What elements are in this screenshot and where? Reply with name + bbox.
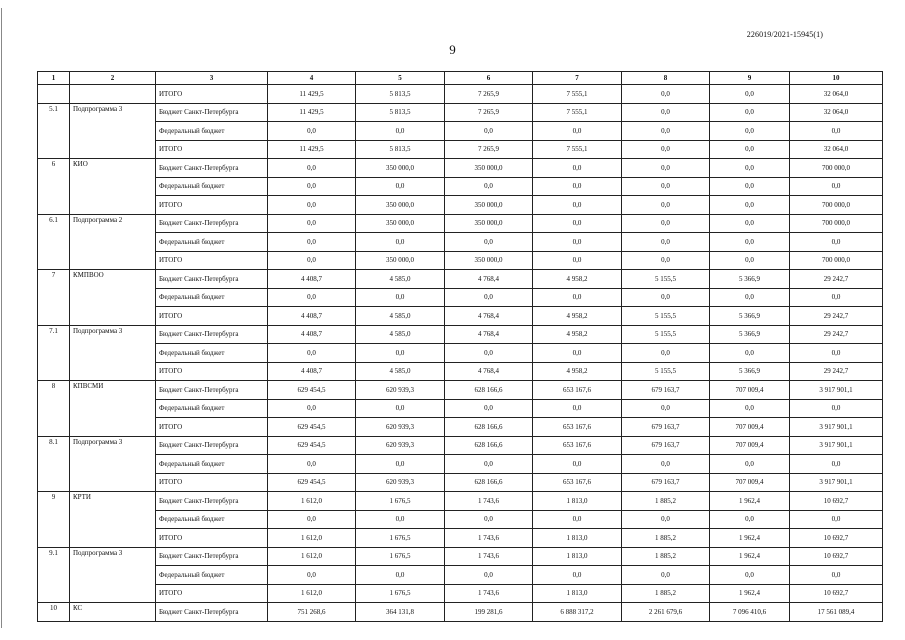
year-value-cell: 1 743,6: [445, 529, 533, 548]
year-value-cell: 0,0: [622, 510, 710, 529]
year-value-cell: 0,0: [710, 399, 790, 418]
funding-source-cell: ИТОГО: [156, 584, 268, 603]
total-value-cell: 3 917 901,1: [790, 436, 883, 455]
table-row: [38, 584, 883, 603]
year-value-cell: 4 585,0: [356, 307, 445, 326]
year-value-cell: 707 009,4: [710, 381, 790, 400]
table-row: [38, 270, 883, 289]
program-name-cell: Подпрограмма 2: [70, 214, 156, 270]
year-value-cell: 707 009,4: [710, 436, 790, 455]
year-value-cell: 0,0: [268, 122, 356, 141]
year-value-cell: 707 009,4: [710, 473, 790, 492]
program-name-cell: [70, 85, 156, 104]
year-value-cell: 4 958,2: [533, 362, 622, 381]
program-name-cell: Подпрограмма 3: [70, 547, 156, 603]
year-value-cell: 0,0: [622, 85, 710, 104]
year-value-cell: 4 585,0: [356, 325, 445, 344]
year-value-cell: 0,0: [710, 288, 790, 307]
year-value-cell: 0,0: [710, 196, 790, 215]
column-header: 8: [622, 72, 710, 85]
funding-source-cell: ИТОГО: [156, 251, 268, 270]
year-value-cell: 0,0: [710, 177, 790, 196]
year-value-cell: 1 612,0: [268, 492, 356, 511]
year-value-cell: 679 163,7: [622, 436, 710, 455]
funding-source-cell: ИТОГО: [156, 85, 268, 104]
total-value-cell: 0,0: [790, 344, 883, 363]
year-value-cell: 1 885,2: [622, 584, 710, 603]
year-value-cell: 0,0: [356, 233, 445, 252]
year-value-cell: 5 813,5: [356, 85, 445, 104]
column-header: 5: [356, 72, 445, 85]
total-value-cell: 3 917 901,1: [790, 381, 883, 400]
year-value-cell: 0,0: [268, 344, 356, 363]
year-value-cell: 0,0: [622, 177, 710, 196]
year-value-cell: 620 939,3: [356, 473, 445, 492]
row-number-cell: 9.1: [38, 547, 70, 603]
year-value-cell: 0,0: [622, 455, 710, 474]
year-value-cell: 7 265,9: [445, 103, 533, 122]
year-value-cell: 5 155,5: [622, 307, 710, 326]
total-value-cell: 0,0: [790, 455, 883, 474]
year-value-cell: 1 885,2: [622, 529, 710, 548]
row-number-cell: 5.1: [38, 103, 70, 159]
row-number-cell: 6: [38, 159, 70, 215]
year-value-cell: 5 155,5: [622, 270, 710, 289]
table-row: [38, 455, 883, 474]
year-value-cell: 0,0: [445, 566, 533, 585]
total-value-cell: 0,0: [790, 177, 883, 196]
year-value-cell: 0,0: [356, 344, 445, 363]
table-row: [38, 196, 883, 215]
year-value-cell: 199 281,6: [445, 603, 533, 622]
year-value-cell: 0,0: [710, 85, 790, 104]
program-name-cell: Подпрограмма 3: [70, 103, 156, 159]
year-value-cell: 0,0: [710, 233, 790, 252]
year-value-cell: 1 813,0: [533, 492, 622, 511]
year-value-cell: 6 888 317,2: [533, 603, 622, 622]
total-value-cell: 32 064,0: [790, 85, 883, 104]
year-value-cell: 0,0: [533, 122, 622, 141]
year-value-cell: 0,0: [533, 214, 622, 233]
funding-source-cell: Бюджет Санкт-Петербурга: [156, 159, 268, 178]
funding-source-cell: Бюджет Санкт-Петербурга: [156, 547, 268, 566]
year-value-cell: 5 366,9: [710, 270, 790, 289]
year-value-cell: 0,0: [268, 399, 356, 418]
year-value-cell: 0,0: [356, 510, 445, 529]
year-value-cell: 0,0: [622, 566, 710, 585]
year-value-cell: 4 958,2: [533, 325, 622, 344]
year-value-cell: 0,0: [622, 122, 710, 141]
year-value-cell: 4 768,4: [445, 362, 533, 381]
year-value-cell: 629 454,5: [268, 381, 356, 400]
total-value-cell: 700 000,0: [790, 159, 883, 178]
year-value-cell: 653 167,6: [533, 436, 622, 455]
row-number-cell: 9: [38, 492, 70, 548]
year-value-cell: 0,0: [533, 159, 622, 178]
year-value-cell: 1 813,0: [533, 584, 622, 603]
funding-source-cell: Бюджет Санкт-Петербурга: [156, 214, 268, 233]
year-value-cell: 7 265,9: [445, 85, 533, 104]
year-value-cell: 0,0: [622, 344, 710, 363]
year-value-cell: 7 096 410,6: [710, 603, 790, 622]
year-value-cell: 0,0: [710, 122, 790, 141]
year-value-cell: 0,0: [356, 122, 445, 141]
year-value-cell: 620 939,3: [356, 381, 445, 400]
year-value-cell: 0,0: [445, 455, 533, 474]
total-value-cell: 29 242,7: [790, 307, 883, 326]
table-row: [38, 214, 883, 233]
table-body: [38, 85, 883, 622]
total-value-cell: 700 000,0: [790, 196, 883, 215]
year-value-cell: 0,0: [356, 399, 445, 418]
funding-source-cell: ИТОГО: [156, 307, 268, 326]
table-row: [38, 159, 883, 178]
year-value-cell: 0,0: [533, 566, 622, 585]
program-name-cell: Подпрограмма 3: [70, 325, 156, 381]
year-value-cell: 1 676,5: [356, 529, 445, 548]
year-value-cell: 0,0: [533, 196, 622, 215]
year-value-cell: 4 958,2: [533, 270, 622, 289]
year-value-cell: 5 813,5: [356, 103, 445, 122]
year-value-cell: 350 000,0: [445, 196, 533, 215]
row-number-cell: [38, 85, 70, 104]
row-number-cell: 8: [38, 381, 70, 437]
year-value-cell: 751 268,6: [268, 603, 356, 622]
year-value-cell: 628 166,6: [445, 436, 533, 455]
year-value-cell: 0,0: [356, 177, 445, 196]
table-row: [38, 529, 883, 548]
year-value-cell: 0,0: [622, 214, 710, 233]
year-value-cell: 629 454,5: [268, 418, 356, 437]
funding-source-cell: Бюджет Санкт-Петербурга: [156, 381, 268, 400]
year-value-cell: 0,0: [622, 140, 710, 159]
year-value-cell: 0,0: [533, 251, 622, 270]
total-value-cell: 29 242,7: [790, 325, 883, 344]
program-name-cell: КПВСМИ: [70, 381, 156, 437]
funding-source-cell: Федеральный бюджет: [156, 344, 268, 363]
year-value-cell: 0,0: [533, 288, 622, 307]
total-value-cell: 10 692,7: [790, 529, 883, 548]
funding-source-cell: ИТОГО: [156, 362, 268, 381]
funding-source-cell: Бюджет Санкт-Петербурга: [156, 603, 268, 622]
funding-source-cell: Федеральный бюджет: [156, 177, 268, 196]
total-value-cell: 29 242,7: [790, 362, 883, 381]
year-value-cell: 4 768,4: [445, 325, 533, 344]
page-edge-line: [1, 8, 2, 628]
year-value-cell: 0,0: [533, 344, 622, 363]
year-value-cell: 4 408,7: [268, 325, 356, 344]
total-value-cell: 10 692,7: [790, 547, 883, 566]
funding-source-cell: ИТОГО: [156, 418, 268, 437]
year-value-cell: 1 813,0: [533, 529, 622, 548]
row-number-cell: 7.1: [38, 325, 70, 381]
year-value-cell: 11 429,5: [268, 140, 356, 159]
table-row: [38, 85, 883, 104]
year-value-cell: 0,0: [445, 177, 533, 196]
funding-source-cell: ИТОГО: [156, 473, 268, 492]
year-value-cell: 0,0: [622, 233, 710, 252]
total-value-cell: 29 242,7: [790, 270, 883, 289]
total-value-cell: 10 692,7: [790, 584, 883, 603]
year-value-cell: 1 813,0: [533, 547, 622, 566]
year-value-cell: 0,0: [268, 196, 356, 215]
year-value-cell: 11 429,5: [268, 85, 356, 104]
year-value-cell: 350 000,0: [356, 251, 445, 270]
funding-source-cell: Федеральный бюджет: [156, 288, 268, 307]
year-value-cell: 4 585,0: [356, 270, 445, 289]
year-value-cell: 5 366,9: [710, 325, 790, 344]
year-value-cell: 0,0: [710, 140, 790, 159]
year-value-cell: 350 000,0: [356, 159, 445, 178]
year-value-cell: 0,0: [533, 233, 622, 252]
column-header: 6: [445, 72, 533, 85]
year-value-cell: 1 885,2: [622, 547, 710, 566]
year-value-cell: 629 454,5: [268, 473, 356, 492]
year-value-cell: 1 612,0: [268, 529, 356, 548]
year-value-cell: 679 163,7: [622, 381, 710, 400]
table-row: [38, 140, 883, 159]
funding-source-cell: ИТОГО: [156, 140, 268, 159]
funding-source-cell: ИТОГО: [156, 196, 268, 215]
year-value-cell: 350 000,0: [445, 214, 533, 233]
year-value-cell: 350 000,0: [445, 159, 533, 178]
program-name-cell: КРТИ: [70, 492, 156, 548]
total-value-cell: 0,0: [790, 288, 883, 307]
year-value-cell: 1 676,5: [356, 547, 445, 566]
total-value-cell: 700 000,0: [790, 214, 883, 233]
table-row: [38, 251, 883, 270]
funding-source-cell: ИТОГО: [156, 529, 268, 548]
row-number-cell: 7: [38, 270, 70, 326]
year-value-cell: 4 408,7: [268, 307, 356, 326]
funding-source-cell: Федеральный бюджет: [156, 510, 268, 529]
table-row: [38, 233, 883, 252]
table-row: [38, 399, 883, 418]
year-value-cell: 0,0: [533, 510, 622, 529]
year-value-cell: 4 408,7: [268, 270, 356, 289]
year-value-cell: 0,0: [622, 159, 710, 178]
total-value-cell: 17 561 089,4: [790, 603, 883, 622]
year-value-cell: 628 166,6: [445, 381, 533, 400]
year-value-cell: 0,0: [268, 233, 356, 252]
table-row: [38, 566, 883, 585]
year-value-cell: 5 155,5: [622, 362, 710, 381]
year-value-cell: 0,0: [622, 288, 710, 307]
year-value-cell: 0,0: [445, 233, 533, 252]
year-value-cell: 7 265,9: [445, 140, 533, 159]
year-value-cell: 0,0: [356, 288, 445, 307]
program-name-cell: КС: [70, 603, 156, 622]
funding-source-cell: Бюджет Санкт-Петербурга: [156, 492, 268, 511]
total-value-cell: 0,0: [790, 566, 883, 585]
year-value-cell: 1 962,4: [710, 547, 790, 566]
year-value-cell: 5 366,9: [710, 362, 790, 381]
funding-source-cell: Бюджет Санкт-Петербурга: [156, 103, 268, 122]
column-header: 4: [268, 72, 356, 85]
year-value-cell: 0,0: [445, 344, 533, 363]
total-value-cell: 0,0: [790, 510, 883, 529]
year-value-cell: 350 000,0: [445, 251, 533, 270]
funding-source-cell: Федеральный бюджет: [156, 399, 268, 418]
column-header: 3: [156, 72, 268, 85]
total-value-cell: 700 000,0: [790, 251, 883, 270]
year-value-cell: 628 166,6: [445, 473, 533, 492]
year-value-cell: 0,0: [268, 288, 356, 307]
row-number-cell: 8.1: [38, 436, 70, 492]
year-value-cell: 707 009,4: [710, 418, 790, 437]
table-row: [38, 177, 883, 196]
year-value-cell: 4 585,0: [356, 362, 445, 381]
table-row: [38, 510, 883, 529]
year-value-cell: 0,0: [533, 177, 622, 196]
year-value-cell: 350 000,0: [356, 214, 445, 233]
year-value-cell: 4 768,4: [445, 270, 533, 289]
table-row: [38, 603, 883, 622]
year-value-cell: 0,0: [268, 159, 356, 178]
year-value-cell: 0,0: [268, 510, 356, 529]
row-number-cell: 6.1: [38, 214, 70, 270]
year-value-cell: 7 555,1: [533, 140, 622, 159]
year-value-cell: 0,0: [533, 399, 622, 418]
year-value-cell: 1 962,4: [710, 584, 790, 603]
year-value-cell: 0,0: [533, 455, 622, 474]
year-value-cell: 350 000,0: [356, 196, 445, 215]
program-name-cell: КИО: [70, 159, 156, 215]
year-value-cell: 0,0: [710, 103, 790, 122]
year-value-cell: 629 454,5: [268, 436, 356, 455]
total-value-cell: 0,0: [790, 122, 883, 141]
table-row: [38, 122, 883, 141]
year-value-cell: 4 408,7: [268, 362, 356, 381]
column-header: 1: [38, 72, 70, 85]
year-value-cell: 1 676,5: [356, 584, 445, 603]
year-value-cell: 1 962,4: [710, 492, 790, 511]
table-row: [38, 381, 883, 400]
year-value-cell: 5 366,9: [710, 307, 790, 326]
year-value-cell: 0,0: [356, 566, 445, 585]
table-row: [38, 436, 883, 455]
year-value-cell: 0,0: [710, 510, 790, 529]
year-value-cell: 1 612,0: [268, 547, 356, 566]
year-value-cell: 628 166,6: [445, 418, 533, 437]
column-header: 2: [70, 72, 156, 85]
budget-table: [37, 71, 883, 622]
year-value-cell: 0,0: [622, 399, 710, 418]
year-value-cell: 0,0: [356, 455, 445, 474]
total-value-cell: 32 064,0: [790, 103, 883, 122]
year-value-cell: 0,0: [445, 399, 533, 418]
funding-source-cell: Федеральный бюджет: [156, 566, 268, 585]
year-value-cell: 2 261 679,6: [622, 603, 710, 622]
year-value-cell: 0,0: [445, 122, 533, 141]
year-value-cell: 1 743,6: [445, 547, 533, 566]
year-value-cell: 0,0: [268, 455, 356, 474]
year-value-cell: 4 768,4: [445, 307, 533, 326]
year-value-cell: 679 163,7: [622, 418, 710, 437]
year-value-cell: 5 155,5: [622, 325, 710, 344]
year-value-cell: 0,0: [268, 251, 356, 270]
year-value-cell: 7 555,1: [533, 85, 622, 104]
funding-source-cell: Бюджет Санкт-Петербурга: [156, 436, 268, 455]
table-row: [38, 325, 883, 344]
year-value-cell: 1 743,6: [445, 492, 533, 511]
year-value-cell: 0,0: [710, 214, 790, 233]
year-value-cell: 364 131,8: [356, 603, 445, 622]
year-value-cell: 653 167,6: [533, 418, 622, 437]
year-value-cell: 11 429,5: [268, 103, 356, 122]
year-value-cell: 0,0: [268, 177, 356, 196]
total-value-cell: 0,0: [790, 399, 883, 418]
year-value-cell: 5 813,5: [356, 140, 445, 159]
year-value-cell: 0,0: [710, 159, 790, 178]
year-value-cell: 7 555,1: [533, 103, 622, 122]
year-value-cell: 679 163,7: [622, 473, 710, 492]
total-value-cell: 3 917 901,1: [790, 473, 883, 492]
table-row: [38, 492, 883, 511]
year-value-cell: 0,0: [622, 196, 710, 215]
total-value-cell: 10 692,7: [790, 492, 883, 511]
total-value-cell: 0,0: [790, 233, 883, 252]
total-value-cell: 3 917 901,1: [790, 418, 883, 437]
header-row: [38, 72, 883, 85]
table-row: [38, 473, 883, 492]
funding-source-cell: Федеральный бюджет: [156, 455, 268, 474]
funding-source-cell: Бюджет Санкт-Петербурга: [156, 325, 268, 344]
year-value-cell: 0,0: [710, 566, 790, 585]
table-row: [38, 344, 883, 363]
column-header: 10: [790, 72, 883, 85]
year-value-cell: 653 167,6: [533, 473, 622, 492]
funding-source-cell: Бюджет Санкт-Петербурга: [156, 270, 268, 289]
page-number: 9: [449, 42, 456, 57]
year-value-cell: 1 676,5: [356, 492, 445, 511]
program-name-cell: Подпрограмма 3: [70, 436, 156, 492]
year-value-cell: 0,0: [710, 344, 790, 363]
total-value-cell: 32 064,0: [790, 140, 883, 159]
year-value-cell: 0,0: [710, 251, 790, 270]
funding-source-cell: Федеральный бюджет: [156, 122, 268, 141]
year-value-cell: 1 743,6: [445, 584, 533, 603]
year-value-cell: 4 958,2: [533, 307, 622, 326]
table-row: [38, 307, 883, 326]
year-value-cell: 1 962,4: [710, 529, 790, 548]
program-name-cell: КМПВОО: [70, 270, 156, 326]
year-value-cell: 0,0: [445, 288, 533, 307]
column-header: 9: [710, 72, 790, 85]
year-value-cell: 0,0: [445, 510, 533, 529]
year-value-cell: 0,0: [268, 214, 356, 233]
year-value-cell: 620 939,3: [356, 418, 445, 437]
year-value-cell: 1 885,2: [622, 492, 710, 511]
table-row: [38, 362, 883, 381]
column-header: 7: [533, 72, 622, 85]
year-value-cell: 620 939,3: [356, 436, 445, 455]
table-row: [38, 103, 883, 122]
funding-source-cell: Федеральный бюджет: [156, 233, 268, 252]
year-value-cell: 653 167,6: [533, 381, 622, 400]
year-value-cell: 0,0: [268, 566, 356, 585]
table-row: [38, 418, 883, 437]
year-value-cell: 1 612,0: [268, 584, 356, 603]
document-number: 226019/2021-15945(1): [746, 30, 823, 39]
table-row: [38, 547, 883, 566]
year-value-cell: 0,0: [710, 455, 790, 474]
year-value-cell: 0,0: [622, 251, 710, 270]
year-value-cell: 0,0: [622, 103, 710, 122]
row-number-cell: 10: [38, 603, 70, 622]
table-row: [38, 288, 883, 307]
